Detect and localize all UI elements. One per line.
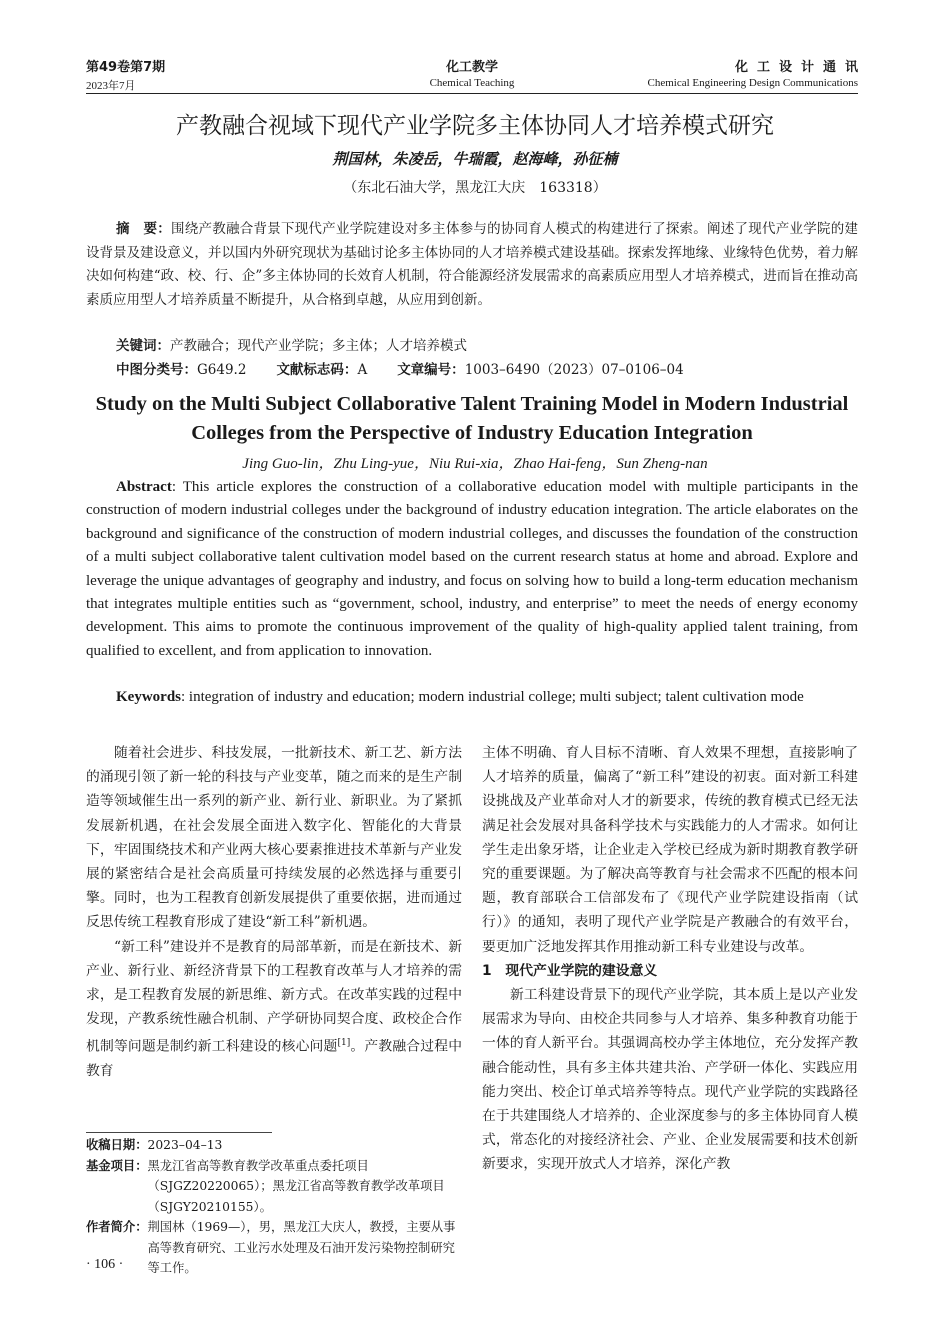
classification-line [116,358,684,378]
article-no-label: 文章编号： [397,362,465,378]
page-number: · 106 · [86,1257,124,1272]
citation-ref: [1] [337,1038,351,1049]
body-column-left [86,741,462,1083]
received-value: 2023–04–13 [147,1138,223,1152]
abstract-en [86,476,858,663]
journal-name [647,56,867,89]
issue-date: 2023年7月 [86,80,136,92]
affiliation-cn: （东北石油大学，黑龙江大庆 163318） [343,180,607,196]
footnote-author [86,1217,462,1279]
body-paragraph: 新工科建设背景下的现代产业学院，其本质上是以产业发展需求为导向、由校企共同参与人才培养、集多种教育功能于一体的育人新平台。其强调高校办学主体地位，充分发挥产教融合能动性，具有多主体共建共治、产学研一体化、实践应用能力突出、校企订单式培养等特点。现代产业学院的实践路径在于共建围绕人才培养的、企业深度参与的多主体协同育人模式，常态化的对接经济社会、产业、企业发展需要和技术创新新要求，实现开放式人才培养，深化产教 [482,987,858,1173]
abstract-en-text: : This article explores the construction of a collaborative education model with multiple participants in the construction of modern industrial colleges under the background of industry education integration. The article elaborates on the background and significance of the construction of modern industrial colleges, and discusses the foundation of the construction of a multi subject collaborative talent cultivation model based on the current research status at home and abroad. Explore and leverage the unique advantages of geography and industry, and focus on solving how to build a long-term education mechanism that integrates multiple entities such as “government, school, industry, and enterprise” to meet the needs of energy economy development. This aims to promote the continuous improvement of the quality of high-quality applied talent training, from qualified to excellent, and from application to innovation. [86,479,858,659]
journal-name-cn: 化工设计通讯 [734,60,867,75]
footnote-fund [86,1156,462,1218]
received-label: 收稿日期： [86,1138,148,1152]
keywords-cn-label: 关键词： [116,338,170,354]
keywords-cn [116,334,467,354]
footnote-divider [86,1132,272,1133]
body-text: “新工科”建设并不是教育的局部革新，而是在新技术、新产业、新行业、新经济背景下的工程教育改革与人才培养的需求，是工程教育发展的新思维、新方式。在改革实践的过程中发现，产教系统性融合机制、产学研协同契合度、政校企合作机制等问题是制约新工科建设的核心问题 [86,938,462,1056]
paper-title-en: Study on the Multi Subject Collaborative Talent Training Model in Modern Industrial Colleges from the Perspective of Industry Education Integration [95,393,849,444]
fund-value: 黑龙江省高等教育教学改革重点委托项目（SJGZ20220065）；黑龙江省高等教育教学改革项目（SJGY20210155）。 [147,1158,445,1214]
footnotes [86,1135,462,1279]
clc-value: G649.2 [197,362,247,378]
keywords-en-text: : integration of industry and education; modern industrial college; multi subject; talent cultivation mode [181,689,804,705]
body-paragraph [86,935,462,1084]
authors-en: Jing Guo-lin，Zhu Ling-yue，Niu Rui-xia，Zhao Hai-feng，Sun Zheng-nan [242,456,708,472]
doc-code-label: 文献标志码： [276,362,358,378]
header-divider [86,93,858,94]
section-name-en: Chemical Teaching [429,77,515,89]
fund-label: 基金项目： [86,1158,148,1173]
keywords-en-label: Keywords [116,689,181,705]
section-name-cn: 化工教学 [445,60,498,75]
clc-label: 中图分类号： [116,362,197,378]
article-no-value: 1003–6490（2023）07–0106–04 [464,362,684,378]
footnote-received [86,1135,462,1156]
body-text: 。产教融合过程中教育 [86,1039,463,1080]
abstract-cn-label: 摘 要： [116,221,171,237]
running-header [86,52,867,92]
body-paragraph: 主体不明确、育人目标不清晰、育人效果不理想，直接影响了人才培养的质量，偏离了“新工科”建设的初衷。面对新工科建设挑战及产业革命对人才的新要求，传统的教育模式已经无法满足社会发展对具备科学技术与实践能力的人才需求。如何让学生走出象牙塔，让企业走入学校已经成为新时期教育教学研究的重要课题。为了解决高等教育与社会需求不匹配的根本问题，教育部联合工信部发布了《现代产业学院建设指南（试行）》的通知，表明了现代产业学院是产教融合的有效平台，要更加广泛地发挥其作用推动新工科专业建设与改革。 [482,745,858,955]
body-paragraph: 随着社会进步、科技发展，一批新技术、新工艺、新方法的涌现引领了新一轮的科技与产业变革，随之而来的是生产制造等领域催生出一系列的新产业、新行业、新职业。为了紧抓发展新机遇，在社会发展全面进入数字化、智能化的大背景下，牢固围绕技术和产业两大核心要素推进技术革新与产业发展的紧密结合是社会高质量可持续发展的必然选择与重要引擎。同时，也为工程教育创新发展提供了重要依据，进而通过反思传统工程教育形成了建设“新工科”新机遇。 [86,745,462,931]
volume-issue: 第49卷第7期 [86,60,166,75]
journal-name-en: Chemical Engineering Design Communications [647,77,858,89]
authors-cn: 荆国林，朱凌岳，牛瑞霞，赵海峰，孙征楠 [332,150,618,168]
doc-code-value: A [357,362,368,378]
author-bio-value: 荆国林（1969—），男，黑龙江大庆人，教授，主要从事高等教育研究、工业污水处理及石油开发污染物控制研究等工作。 [147,1220,456,1275]
body-column-right [482,741,858,1177]
abstract-en-label: Abstract [116,479,172,495]
abstract-cn-text: 围绕产教融合背景下现代产业学院建设对多主体参与的协同育人模式的构建进行了探索。阐述了现代产业学院的建设背景及建设意义，并以国内外研究现状为基础讨论多主体协同的人才培养模式建设基础。探索发挥地缘、业缘特色优势，着力解决如何构建“政、校、行、企”多主体协同的长效育人机制，符合能源经济发展需求的高素质应用型人才培养模式，进而旨在推动高素质应用型人才培养质量不断提升，从合格到卓越，从应用到创新。 [86,221,859,308]
abstract-cn [86,218,858,312]
author-bio-label: 作者简介： [86,1220,148,1234]
keywords-en [86,686,858,709]
keywords-cn-text: 产教融合；现代产业学院；多主体；人才培养模式 [170,338,467,354]
section-heading: 1 现代产业学院的建设意义 [482,962,658,979]
paper-title-cn: 产教融合视域下现代产业学院多主体协同人才培养模式研究 [176,113,774,139]
